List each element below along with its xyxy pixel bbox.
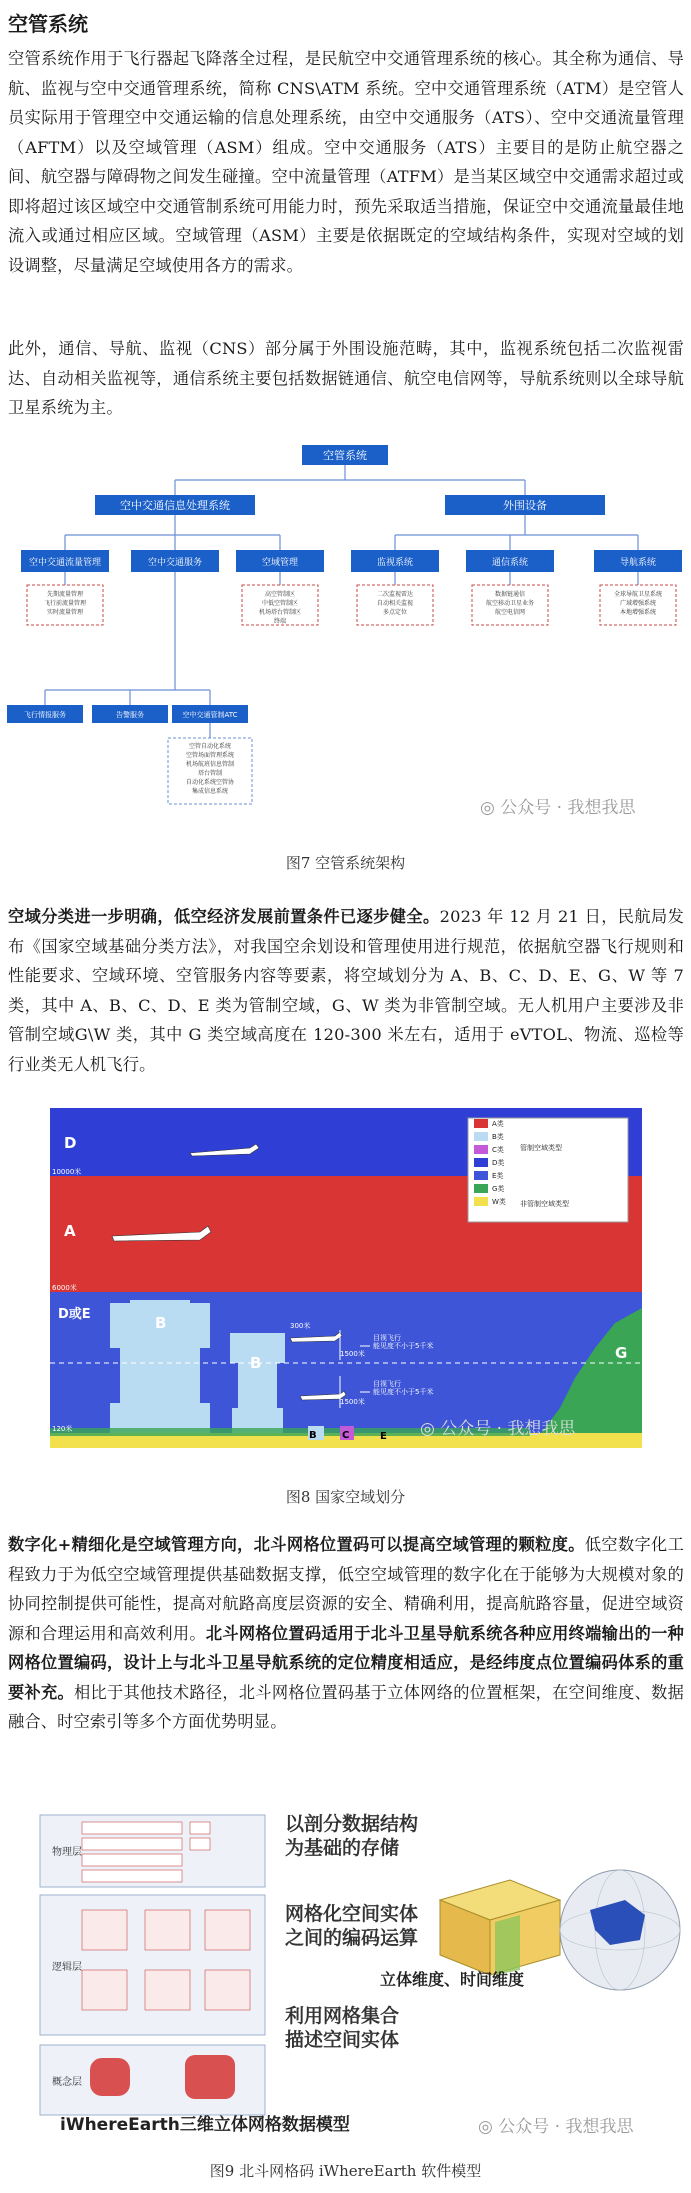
paragraph-airspace-classification bbox=[8, 902, 684, 1079]
legend-group-uncontrolled: 非管制空域类型 bbox=[520, 1200, 569, 1208]
alt-6000: 6000米 bbox=[52, 1284, 77, 1292]
fig7-atc-note bbox=[168, 738, 252, 804]
fig7-note-text: 二次监视雷达自动相关监视多点定位 bbox=[376, 591, 414, 616]
legend-label: A类 bbox=[492, 1120, 504, 1128]
fig7-l2-box bbox=[131, 550, 219, 572]
watermark-fig8 bbox=[420, 1414, 575, 1439]
figure-7-caption: 图7 空管系统架构 bbox=[285, 854, 406, 872]
legend-label: E类 bbox=[492, 1172, 504, 1180]
watermark-fig9 bbox=[478, 2112, 633, 2137]
sep-note-2: 目视飞行能见度不小于5千米 bbox=[373, 1380, 434, 1396]
fig9-encoding-text: 网格化空间实体之间的编码运算 bbox=[285, 1903, 419, 1949]
watermark-text: 公众号 · 我想我思 bbox=[498, 2117, 634, 2137]
fig9-dims: 立体维度、时间维度 bbox=[380, 1970, 525, 1989]
fig7-note bbox=[472, 585, 548, 625]
label-b2: B bbox=[250, 1354, 262, 1372]
fig7-note bbox=[357, 585, 433, 625]
fig7-note bbox=[600, 585, 676, 625]
legend-label: G类 bbox=[492, 1185, 505, 1193]
layer-logical: 逻辑层 bbox=[52, 1962, 82, 1973]
fig7-l3-box bbox=[92, 705, 168, 723]
label-d-or-e: D或E bbox=[58, 1307, 91, 1322]
fig7-l3-box bbox=[7, 705, 83, 723]
fig7-l2-label: 监视系统 bbox=[376, 558, 414, 568]
figure-9-caption: 图9 北斗网格码 iWhereEarth 软件模型 bbox=[209, 2162, 482, 2180]
fig7-l2-box bbox=[21, 550, 109, 572]
fig7-l2-box bbox=[236, 550, 324, 572]
paragraph-beidou-bold-1: 数字化+精细化是空域管理方向，北斗网格位置码可以提高空域管理的颗粒度。 bbox=[8, 1535, 585, 1554]
fig7-l2-box bbox=[594, 550, 682, 572]
figure-8-national-airspace bbox=[50, 1108, 642, 1448]
fig7-l2-box bbox=[466, 550, 554, 572]
fig7-note-text: 先期流量管理飞行前流量管理实时流量管理 bbox=[43, 591, 87, 616]
label-b-small: B bbox=[309, 1430, 317, 1441]
fig7-l3-box bbox=[172, 705, 248, 723]
legend-label: B类 bbox=[492, 1133, 504, 1141]
fig7-branch-left-label: 空中交通信息处理系统 bbox=[120, 499, 230, 512]
fig7-l2-box bbox=[351, 550, 439, 572]
sep-note-1: 目视飞行能见度不小于5千米 bbox=[373, 1334, 434, 1350]
airspace-b-2 bbox=[230, 1333, 285, 1433]
alt-10000: 10000米 bbox=[52, 1168, 82, 1176]
legend-label: W类 bbox=[492, 1198, 506, 1206]
fig7-l3-label: 告警服务 bbox=[116, 711, 144, 719]
fig7-l3-label: 空中交通管制ATC bbox=[182, 711, 238, 719]
paragraph-beidou-grid bbox=[8, 1530, 684, 1737]
fig7-note-text: 数据链通信航空移动卫星业务航空电信网 bbox=[485, 591, 535, 616]
fig9-grid-text: 利用网格集合描述空间实体 bbox=[285, 2005, 400, 2051]
fig7-atc-note-text: 空管自动化系统空管场面管理系统机场航班信息管制塔台管制自动化系统空管协集成信息系统 bbox=[185, 743, 235, 795]
fig7-note bbox=[27, 585, 103, 625]
globe bbox=[560, 1870, 680, 1990]
label-c-small: C bbox=[342, 1430, 350, 1441]
legend-label: C类 bbox=[492, 1146, 504, 1154]
paragraph-atm: 空管系统作用于飞行器起飞降落全过程，是民航空中交通管理系统的核心。其全称为通信、导航、监视与空中交通管理系统，简称 CNS\ATM 系统。空中交通管理系统（ATM）是空管人员实际用于管理空中交通运输的信息处理系统，由空中交通服务（ATS）、空中交通流量管理（AFTM）以及空域管理（ASM）组成。空中交通服务（ATS）主要目的是防止航空器之间、航空器与障碍物之间发生碰撞。空中流量管理（ATFM）是当某区域空中交通需求超过或即将超过该区域空中交通管制系统可用能力时，预先采取适当措施，保证空中交通流量最佳地流入或通过相应区域。空域管理（ASM）主要是依据既定的空域结构条件，实现对空域的划设调整，尽量满足空域使用各方的需求。 bbox=[8, 49, 684, 275]
fig7-root-label: 空管系统 bbox=[323, 449, 367, 462]
layer-physical: 物理层 bbox=[52, 1847, 82, 1858]
label-g: G bbox=[615, 1344, 628, 1362]
fig7-l2-label: 空域管理 bbox=[261, 558, 299, 568]
label-d-top: D bbox=[64, 1134, 77, 1152]
paragraph-airspace-text: 2023 年 12 月 21 日，民航局发布《国家空域基础分类方法》，对我国空余划设和管理使用进行规范，依据航空器飞行规则和性能要求、空域环境、空管服务内容等要素，将空域划分为 A、B、C、D、E、G、W 等 7 类，其中 A、B、C、D、E 类为管制空域，G、W 类为非管制空域。无人机用户主要涉及非管制空域G\W 类，其中 G 类空域高度在 120-300 米左右，适用于 eVTOL、物流、巡检等行业类无人机飞行。 bbox=[8, 907, 685, 1074]
paragraph-cns: 此外，通信、导航、监视（CNS）部分属于外围设施范畴，其中，监视系统包括二次监视雷达、自动相关监视等，通信系统主要包括数据链通信、航空电信网等，导航系统则以全球导航卫星系统为主。 bbox=[8, 339, 684, 417]
figure-8-caption: 图8 国家空域划分 bbox=[285, 1488, 406, 1506]
label-e-small: E bbox=[380, 1431, 387, 1442]
grid-cube bbox=[440, 1880, 560, 1975]
figure-7-airspace-system-architecture bbox=[0, 420, 691, 840]
alt-120: 120米 bbox=[52, 1425, 73, 1433]
fig7-note-text: 全球导航卫星系统广域增强系统本地增强系统 bbox=[613, 591, 663, 616]
wechat-icon: ◎ bbox=[420, 1419, 441, 1439]
fig7-l3-label: 飞行情报服务 bbox=[24, 711, 66, 719]
paragraph-beidou-text-1: 低空数字化工程致力于为低空空域管理提供基础数据支撑，低空空域管理的数字化在于能够为大规模对象的协同控制提供可能性，提高对航路高度层资源的安全、精确利用，提高航路容量，促进空域资源和合理运用和高效利用。 bbox=[8, 1535, 684, 1643]
fig7-root bbox=[302, 445, 388, 465]
watermark-text: 公众号 · 我想我思 bbox=[440, 1419, 576, 1439]
legend bbox=[468, 1118, 628, 1222]
fig7-branch-right-label: 外围设备 bbox=[503, 499, 547, 512]
fig9-model-title: iWhereEarth三维立体网格数据模型 bbox=[60, 2115, 350, 2135]
fig7-note bbox=[242, 585, 318, 625]
fig7-l2-label: 导航系统 bbox=[619, 558, 657, 568]
paragraph-beidou-bold-2: 北斗网格位置码适用于北斗卫星导航系统各种应用终端输出的一种网格位置编码，设计上与北斗卫星导航系统的定位精度相适应，是经纬度点位置编码体系的重要补充。 bbox=[8, 1623, 684, 1702]
section-title: 空管系统 bbox=[8, 12, 88, 36]
paragraph-beidou-text-2: 相比于其他技术路径，北斗网格位置码基于立体网络的位置框架，在空间维度、数据融合、时空索引等多个方面优势明显。 bbox=[8, 1682, 684, 1731]
label-a: A bbox=[64, 1222, 76, 1240]
dist-1500m-1: 1500米 bbox=[340, 1350, 365, 1358]
watermark-fig7 bbox=[480, 793, 635, 818]
dist-1500m-2: 1500米 bbox=[340, 1398, 365, 1406]
fig7-l2-label: 空中交通服务 bbox=[147, 558, 203, 568]
figure-9-iwhereearth-model bbox=[0, 1800, 691, 2140]
wechat-icon: ◎ bbox=[480, 798, 501, 818]
fig7-note-text: 高空管制区中低空管制区机场塔台管制区终端 bbox=[258, 591, 302, 625]
fig7-branch-right bbox=[445, 495, 605, 515]
fig7-l2-label: 通信系统 bbox=[491, 558, 529, 568]
legend-label: D类 bbox=[492, 1159, 505, 1167]
watermark-text: 公众号 · 我想我思 bbox=[500, 798, 636, 818]
wechat-icon: ◎ bbox=[478, 2117, 499, 2137]
legend-group-controlled: 管制空域类型 bbox=[520, 1144, 562, 1152]
label-b1: B bbox=[155, 1314, 167, 1332]
fig9-storage-text: 以剖分数据结构为基础的存储 bbox=[285, 1813, 419, 1859]
dist-300m: 300米 bbox=[290, 1322, 311, 1330]
paragraph-airspace-bold: 空域分类进一步明确，低空经济发展前置条件已逐步健全。 bbox=[8, 907, 440, 926]
layer-concept: 概念层 bbox=[52, 2077, 82, 2088]
fig7-branch-left bbox=[95, 495, 255, 515]
fig7-l2-label: 空中交通流量管理 bbox=[28, 558, 102, 568]
layer-panels bbox=[40, 1815, 265, 2115]
